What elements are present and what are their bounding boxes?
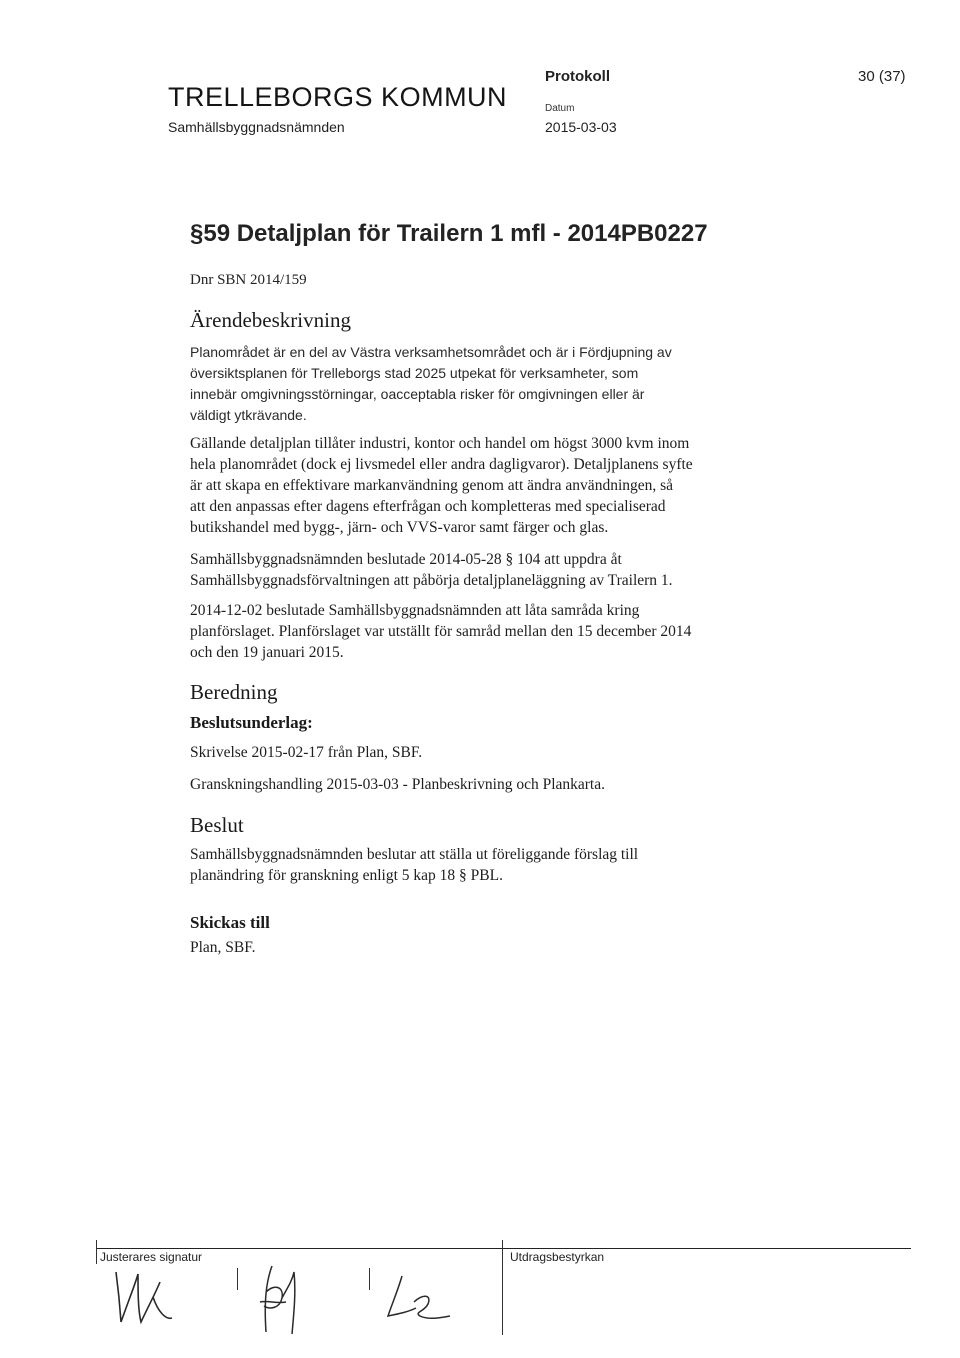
footer-divider bbox=[96, 1248, 911, 1249]
date-value: 2015-03-03 bbox=[545, 119, 617, 135]
page-number: 30 (37) bbox=[858, 68, 906, 85]
footer-column-divider bbox=[502, 1240, 503, 1335]
justerare-signature-label: Justerares signatur bbox=[100, 1250, 203, 1264]
arendebeskrivning-paragraph-1: Planområdet är en del av Västra verksamhetsområdet och är i Fördjupning av översiktsplanen för Trelleborgs stad 2025 utpekat för verksamheter, som innebär omgivningsstörningar, oacceptabla risker för omgivningen eller är väldigt ytkrävande. bbox=[190, 344, 672, 423]
heading-beredning: Beredning bbox=[190, 680, 278, 704]
beslutsunderlag-item-2: Granskningshandling 2015-03-03 - Planbeskrivning och Plankarta. bbox=[190, 776, 605, 793]
arendebeskrivning-paragraph-2: Gällande detaljplan tillåter industri, kontor och handel om högst 3000 kvm inom hela planområdet (dock ej livsmedel eller andra dagligvaror). Detaljplanens syfte är att skapa en effektivare markanvändning genom att ändra användningen, så att den anpassas efter dagens efterfrågan och kompletteras med specialiserad butikshandel med bygg-, järn- och VVS-varor samt färger och glas. bbox=[190, 435, 693, 536]
department-name: Samhällsbyggnadsnämnden bbox=[168, 119, 345, 135]
footer-left-bracket bbox=[96, 1240, 97, 1264]
heading-arendebeskrivning: Ärendebeskrivning bbox=[190, 308, 351, 332]
organization-name: TRELLEBORGS KOMMUN bbox=[168, 82, 508, 112]
signature-1 bbox=[108, 1262, 178, 1332]
heading-beslut: Beslut bbox=[190, 813, 244, 837]
skickas-till-text: Plan, SBF. bbox=[190, 939, 256, 956]
beslutsunderlag-item-1: Skrivelse 2015-02-17 från Plan, SBF. bbox=[190, 744, 423, 761]
signature-2 bbox=[250, 1262, 310, 1342]
utdragsbestyrkan-label: Utdragsbestyrkan bbox=[510, 1250, 605, 1264]
case-number: Dnr SBN 2014/159 bbox=[190, 272, 307, 288]
heading-beslutsunderlag: Beslutsunderlag: bbox=[190, 713, 313, 732]
arendebeskrivning-paragraph-3: Samhällsbyggnadsnämnden beslutade 2014-05-28 § 104 att uppdra åt Samhällsbyggnadsförvaltningen att påbörja detaljplaneläggning av Trailern 1. bbox=[190, 551, 673, 589]
signature-separator-2 bbox=[369, 1268, 370, 1290]
page-title: §59 Detaljplan för Trailern 1 mfl - 2014PB0227 bbox=[190, 220, 708, 247]
heading-skickas-till: Skickas till bbox=[190, 913, 270, 932]
document-type: Protokoll bbox=[545, 68, 611, 85]
date-label: Datum bbox=[545, 103, 575, 114]
signature-separator-1 bbox=[237, 1268, 238, 1290]
arendebeskrivning-paragraph-4: 2014-12-02 beslutade Samhällsbyggnadsnämnden att låta samråda kring planförslaget. Planförslaget var utställt för samråd mellan den 15 december 2014 och den 19 januari 2015. bbox=[190, 602, 692, 661]
beslut-text: Samhällsbyggnadsnämnden beslutar att ställa ut föreliggande förslag till planändring för granskning enligt 5 kap 18 § PBL. bbox=[190, 846, 639, 884]
signature-3 bbox=[384, 1272, 454, 1327]
